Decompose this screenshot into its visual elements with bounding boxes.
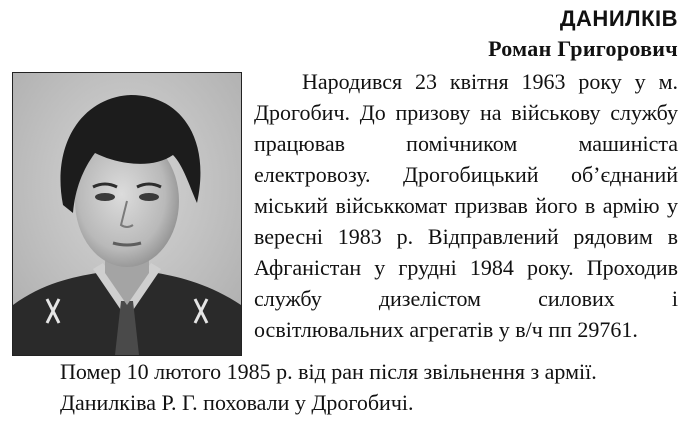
biography-tail [12,356,678,418]
biography-text [254,66,678,345]
death-paragraph: Помер 10 лютого 1985 р. від ран після звільнення з армії. [60,359,597,384]
given-names-heading: Роман Григорович [488,36,678,61]
surname-heading: ДАНИЛКІВ [559,6,678,31]
portrait-photo [12,72,242,356]
biography-paragraph: Народився 23 квітня 1963 року у м. Дрогобич. До призову на військову службу працював помічником машиніста електровозу. Дрогобицький об’єднаний міський військкомат призвав його в армію у вересні 1983 р. Відправлений рядовим в Афганістан у грудні 1984 року. Проходив службу дизелістом силових і освітлювальних агрегатів у в/ч пп 29761. [254,69,678,342]
burial-paragraph: Данилківа Р. Г. поховали у Дрогобичі. [60,390,414,415]
portrait-icon [13,73,241,355]
